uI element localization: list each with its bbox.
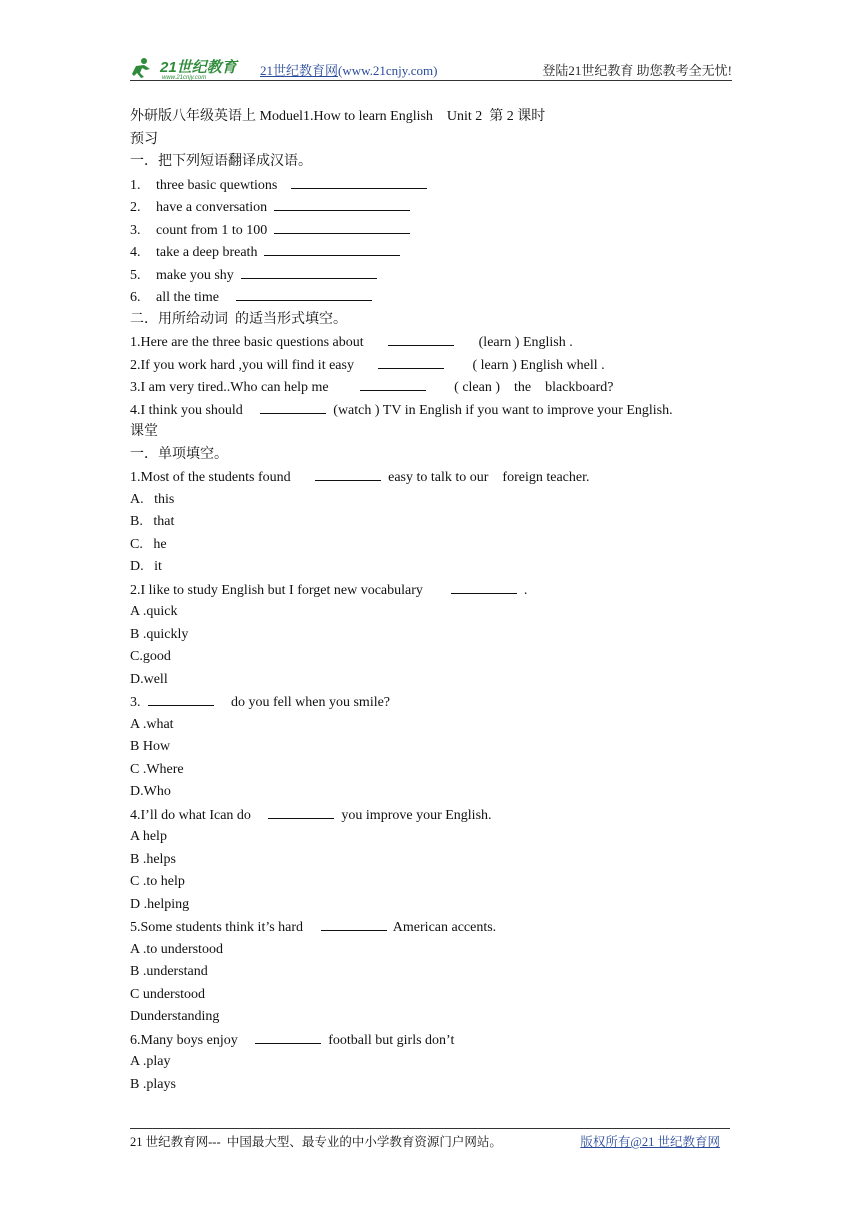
translation-item: 1. three basic quewtions: [130, 174, 730, 197]
option[interactable]: Dunderstanding: [130, 1009, 220, 1024]
answer-blank[interactable]: [451, 579, 517, 594]
option[interactable]: B .plays: [130, 1076, 176, 1092]
option[interactable]: A .quick: [130, 604, 178, 619]
translation-item: 4. take a deep breath: [130, 241, 730, 264]
logo-subtext: www.21cnjy.com: [162, 75, 207, 80]
answer-blank[interactable]: [236, 286, 372, 301]
answer-blank[interactable]: [274, 196, 410, 211]
option[interactable]: A help: [130, 829, 167, 844]
translation-item: 6. all the time: [130, 286, 730, 309]
question-stem: 5.Some students think it’s hard American accents.: [130, 916, 730, 939]
footer-divider: [130, 1128, 730, 1129]
question-stem: 6.Many boys enjoy football but girls don’t: [130, 1029, 730, 1052]
answer-blank[interactable]: [260, 399, 326, 414]
answer-blank[interactable]: [360, 376, 426, 391]
section-class: 课堂: [130, 424, 158, 439]
answer-blank[interactable]: [315, 466, 381, 481]
part1-heading: 一．把下列短语翻译成汉语。: [130, 154, 312, 169]
option[interactable]: A .what: [130, 716, 174, 732]
logo-text: 21世纪教育: [160, 59, 237, 76]
question-stem: 1.Most of the students found easy to talk to our foreign teacher.: [130, 466, 730, 489]
question-stem: 4.I’ll do what Ican do you improve your English.: [130, 804, 730, 827]
verb-item: 3.I am very tired..Who can help me ( clean ) the blackboard?: [130, 376, 730, 399]
part3-heading: 一．单项填空。: [130, 446, 228, 462]
header-divider: [130, 80, 732, 81]
section-preview: 预习: [130, 131, 158, 147]
option[interactable]: B .understand: [130, 964, 208, 979]
answer-blank[interactable]: [291, 174, 427, 189]
translation-item: 2. have a conversation: [130, 196, 730, 219]
question-stem: 2.I like to study English but I forget new vocabulary .: [130, 579, 730, 602]
footer-text: 21 世纪教育网--- 中国最大型、最专业的中小学教育资源门户网站。: [130, 1135, 502, 1149]
answer-blank[interactable]: [378, 354, 444, 369]
option[interactable]: A .play: [130, 1054, 171, 1069]
site-url: (www.21cnjy.com): [338, 63, 438, 78]
verb-item: 2.If you work hard ,you will find it easy ( learn ) English whell .: [130, 354, 730, 377]
option[interactable]: C .to help: [130, 874, 185, 889]
answer-blank[interactable]: [148, 691, 214, 706]
verb-item: 1.Here are the three basic questions about (learn ) English .: [130, 331, 730, 354]
option[interactable]: D .helping: [130, 896, 190, 912]
option[interactable]: B .helps: [130, 851, 176, 867]
option[interactable]: C. he: [130, 536, 167, 552]
option[interactable]: D. it: [130, 559, 162, 574]
option[interactable]: D.well: [130, 671, 168, 687]
part2-heading: 二．用所给动词 的适当形式填空。: [130, 311, 347, 327]
translation-item: 3. count from 1 to 100: [130, 219, 730, 242]
option[interactable]: B. that: [130, 514, 175, 529]
answer-blank[interactable]: [268, 804, 334, 819]
answer-blank[interactable]: [321, 916, 387, 931]
option[interactable]: C understood: [130, 986, 206, 1002]
page-header: [130, 56, 732, 82]
site-link[interactable]: [260, 60, 437, 79]
document-body: [130, 106, 730, 1096]
question-stem: 3. do you fell when you smile?: [130, 691, 730, 714]
option[interactable]: A .to understood: [130, 941, 223, 957]
option[interactable]: C .Where: [130, 761, 184, 777]
option[interactable]: B How: [130, 739, 171, 754]
verb-item: 4.I think you should (watch ) TV in English if you want to improve your English.: [130, 399, 730, 422]
answer-blank[interactable]: [255, 1029, 321, 1044]
option[interactable]: B .quickly: [130, 626, 189, 642]
answer-blank[interactable]: [264, 241, 400, 256]
site-logo[interactable]: [130, 56, 240, 80]
answer-blank[interactable]: [388, 331, 454, 346]
header-slogan: 登陆21世纪教育 助您教考全无忧!: [542, 63, 732, 78]
answer-blank[interactable]: [274, 219, 410, 234]
answer-blank[interactable]: [241, 264, 377, 279]
site-name[interactable]: 21世纪教育网: [260, 63, 339, 78]
document-title: 外研版八年级英语上 Moduel1.How to learn English Unit 2 第 2 课时: [130, 109, 546, 124]
option[interactable]: D.Who: [130, 784, 171, 799]
translation-item: 5. make you shy: [130, 264, 730, 287]
option[interactable]: C.good: [130, 649, 171, 664]
option[interactable]: A. this: [130, 491, 175, 507]
copyright-link[interactable]: 版权所有@21 世纪教育网: [580, 1135, 720, 1149]
